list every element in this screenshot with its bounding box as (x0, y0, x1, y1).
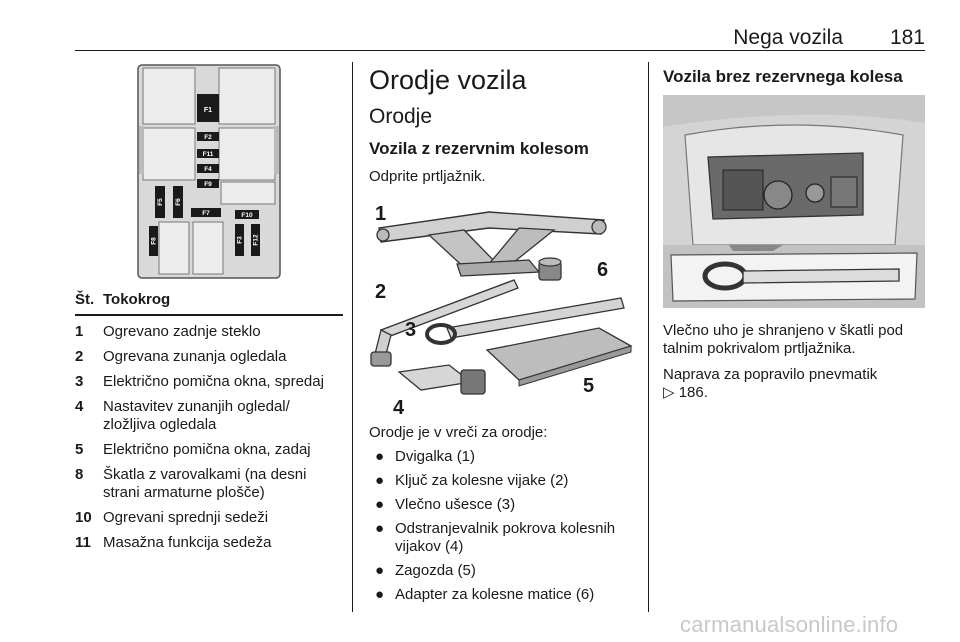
table-row (75, 323, 343, 341)
tool-name: Ključ za kolesne vijake (2) (395, 472, 569, 489)
bullet-icon: ● (375, 562, 385, 579)
fuse-label-f12: F12 (252, 234, 260, 246)
tool-name: Zagozda (5) (395, 562, 476, 579)
fuse-label-f5: F5 (157, 198, 164, 206)
tool-list (369, 424, 639, 604)
towing-eye-note: Vlečno uho je shranjeno v škatli pod talnim pokrivalom prtljažnika. (663, 322, 904, 357)
trunk-illustration (663, 95, 925, 308)
fuse-number: 11 (75, 534, 91, 551)
wheel-nut-adapter-icon (539, 258, 561, 280)
callout-1: 1 (375, 203, 387, 225)
callout-6: 6 (597, 259, 609, 281)
fuse-label-f8: F8 (150, 237, 158, 245)
tire-repair-note: Naprava za popravilo pnevmatik (663, 366, 878, 383)
hub-cap-remover-icon (399, 365, 485, 394)
fuse-number: 5 (75, 441, 84, 458)
fuse-label-f10: F10 (241, 212, 253, 219)
table-row (75, 509, 343, 527)
table-row (75, 441, 343, 459)
fusebox-illustration (137, 64, 281, 279)
table-row (75, 373, 343, 391)
page-header (75, 24, 925, 52)
subsection-heading: Vozila brez rezervnega kolesa (663, 67, 903, 86)
fuse-label-f7: F7 (202, 210, 210, 217)
fuse-table (75, 291, 343, 552)
section-title: Nega vozila (733, 26, 843, 49)
table-row (75, 466, 343, 502)
fuse-circuit: Nastavitev zunanjih ogledal/ zložljiva ogledala (103, 398, 290, 433)
jack-icon (377, 212, 606, 276)
fuse-label-f3: F3 (236, 236, 244, 244)
fuse-circuit: Ogrevani sprednji sedeži (103, 509, 269, 526)
tool-list-intro: Orodje je v vreči za orodje: (369, 424, 548, 441)
column-divider-right (648, 62, 649, 612)
chapter-heading: Orodje vozila (369, 65, 527, 95)
right-column (663, 66, 925, 88)
fuse-label-f6: F6 (175, 198, 182, 206)
table-row (75, 398, 343, 434)
list-item (369, 520, 639, 556)
page-reference[interactable]: ▷ 186. (663, 384, 708, 401)
fuse-number: 2 (75, 348, 84, 365)
right-text (663, 322, 925, 402)
col-number-header: Št. (75, 291, 95, 308)
fuse-label-f4: F4 (204, 166, 212, 173)
tool-name: Adapter za kolesne matice (6) (395, 586, 595, 603)
tool-name: Vlečno ušesce (3) (395, 496, 516, 513)
tool-name: Odstranjevalnik pokrova kolesnih vijakov (4) (395, 520, 616, 555)
bullet-icon: ● (375, 496, 385, 513)
page-number: 181 (889, 26, 925, 49)
callout-3: 3 (405, 319, 417, 341)
list-item (369, 448, 639, 466)
col-circuit-header: Tokokrog (103, 291, 171, 308)
list-item (369, 562, 639, 580)
subsection-heading: Vozila z rezervnim kolesom (369, 139, 589, 158)
middle-column (369, 64, 639, 186)
table-row (75, 348, 343, 366)
fuse-label-f11: F11 (202, 151, 214, 158)
fuse-circuit: Masažna funkcija sedeža (103, 534, 272, 551)
column-divider-left (352, 62, 353, 612)
fuse-label-f2: F2 (204, 134, 212, 141)
fuse-circuit: Ogrevano zadnje steklo (103, 323, 261, 340)
callout-5: 5 (583, 375, 595, 397)
watermark: carmanualsonline.info (680, 612, 899, 637)
list-item (369, 496, 639, 514)
table-row (75, 534, 343, 552)
fuse-number: 4 (75, 398, 84, 415)
wheel-chock-icon (487, 328, 631, 386)
fuse-table-header (75, 291, 343, 316)
bullet-icon: ● (375, 472, 385, 489)
intro-text: Odprite prtljažnik. (369, 168, 486, 185)
fuse-circuit: Električno pomična okna, zadaj (103, 441, 311, 458)
bullet-icon: ● (375, 448, 385, 465)
fuse-label-f9: F9 (204, 181, 212, 188)
fuse-circuit: Ogrevana zunanja ogledala (103, 348, 287, 365)
callout-4: 4 (393, 397, 405, 418)
callout-2: 2 (375, 281, 387, 303)
section-heading: Orodje (369, 105, 433, 128)
tools-illustration (369, 200, 637, 418)
fuse-circuit: Električno pomična okna, spredaj (103, 373, 324, 390)
fuse-number: 3 (75, 373, 84, 390)
list-item (369, 472, 639, 490)
header-rule (75, 50, 925, 51)
fuse-number: 10 (75, 509, 92, 526)
fuse-circuit: Škatla z varovalkami (na desni strani armaturne plošče) (103, 466, 307, 501)
bullet-icon: ● (375, 520, 385, 537)
bullet-icon: ● (375, 586, 385, 603)
fuse-label-f1: F1 (203, 107, 213, 114)
fuse-number: 8 (75, 466, 84, 483)
fuse-number: 1 (75, 323, 84, 340)
list-item (369, 586, 639, 604)
tool-name: Dvigalka (1) (395, 448, 476, 465)
